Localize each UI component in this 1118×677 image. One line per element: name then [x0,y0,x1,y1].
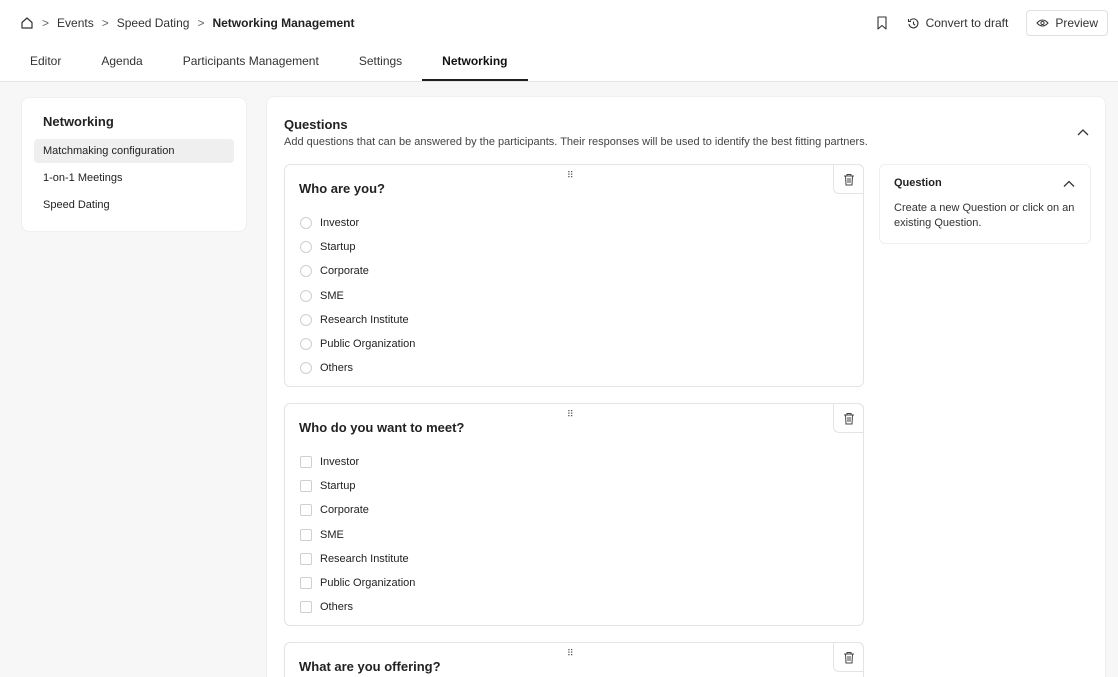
radio-button[interactable] [300,265,312,277]
question-title: Who do you want to meet? [299,420,465,435]
tab-settings[interactable] [339,40,422,81]
chevron-right-icon: > [101,16,109,30]
trash-icon [843,651,855,664]
convert-to-draft-label: Convert to draft [925,16,1009,30]
checkbox[interactable] [300,601,312,613]
question-panel-description: Create a new Question or click on an existing Question. [894,202,1075,229]
question-card[interactable] [284,642,864,677]
option-checkbox[interactable] [300,571,415,595]
checkbox[interactable] [300,577,312,589]
tab-agenda[interactable] [81,40,162,81]
tab-label: Editor [30,53,62,68]
breadcrumb-current: Networking Management [212,16,355,30]
questions-panel [266,96,1106,677]
tab-label: Settings [358,53,403,68]
home-icon[interactable] [20,16,34,30]
sidebar-item-speed-dating[interactable] [34,193,234,217]
radio-button[interactable] [300,241,312,253]
option-label: Corporate [320,265,369,278]
option-label: Startup [320,241,356,254]
tab-participants-management[interactable] [163,40,339,81]
delete-question-button[interactable] [833,642,864,672]
option-checkbox[interactable] [300,523,415,547]
revert-icon [907,17,920,30]
question-title: What are you offering? [299,659,441,674]
page-title: Questions [284,117,348,132]
top-actions [875,10,1108,36]
delete-question-button[interactable] [833,164,864,194]
option-label: Research Institute [320,313,409,326]
sidebar-title: Networking [43,114,114,129]
option-label: Public Organization [320,338,416,351]
question-details-panel [879,164,1091,244]
tab-editor[interactable] [0,40,81,81]
option-radio[interactable] [300,259,415,283]
radio-button[interactable] [300,290,312,302]
chevron-up-icon [1075,125,1091,141]
option-radio[interactable] [300,235,415,259]
option-label: Corporate [320,504,369,517]
option-radio[interactable] [300,308,415,332]
top-bar [0,0,1118,82]
bookmark-icon[interactable] [875,15,889,31]
eye-icon [1036,18,1049,28]
checkbox[interactable] [300,480,312,492]
trash-icon [843,173,855,186]
option-label: Investor [320,217,360,230]
option-checkbox[interactable] [300,450,415,474]
option-checkbox[interactable] [300,595,415,619]
preview-button[interactable] [1026,10,1108,36]
option-label: Research Institute [320,552,409,565]
tab-label: Agenda [101,53,143,68]
option-label: Others [320,601,354,614]
tab-networking[interactable] [422,40,527,81]
chevron-right-icon: > [197,16,205,30]
checkbox[interactable] [300,529,312,541]
option-radio[interactable] [300,211,415,235]
question-panel-title: Question [894,177,942,189]
breadcrumb [20,15,355,31]
trash-icon [843,412,855,425]
checkbox[interactable] [300,504,312,516]
option-label: Others [320,362,354,375]
breadcrumb-events[interactable]: Events [57,16,94,30]
option-radio[interactable] [300,284,415,308]
radio-button[interactable] [300,338,312,350]
option-label: Startup [320,480,356,493]
networking-sidebar [21,97,247,232]
checkbox[interactable] [300,456,312,468]
radio-button[interactable] [300,217,312,229]
sidebar-item-label: Speed Dating [43,199,110,211]
page-description: Add questions that can be answered by the participants. Their responses will be used to identify the best fitting partners. [284,136,868,148]
delete-question-button[interactable] [833,403,864,433]
sidebar-item-label: 1-on-1 Meetings [43,172,123,184]
drag-handle-icon[interactable]: ⠿ [567,648,575,658]
option-list [300,450,415,619]
radio-button[interactable] [300,314,312,326]
tab-label: Participants Management [182,53,319,68]
option-label: SME [320,528,344,541]
option-checkbox[interactable] [300,498,415,522]
sidebar-item-label: Matchmaking configuration [43,145,175,157]
drag-handle-icon[interactable]: ⠿ [567,409,575,419]
question-card[interactable] [284,403,864,626]
option-radio[interactable] [300,332,415,356]
sidebar-item-matchmaking-configuration[interactable] [34,139,234,163]
option-label: Public Organization [320,577,416,590]
sidebar-item-1-on-1-meetings[interactable] [34,166,234,190]
chevron-up-icon[interactable] [1062,177,1076,191]
question-title: Who are you? [299,181,385,196]
option-list [300,211,415,380]
question-card[interactable] [284,164,864,387]
preview-label: Preview [1055,16,1098,30]
option-checkbox[interactable] [300,474,415,498]
tab-label: Networking [442,53,508,68]
convert-to-draft-button[interactable] [907,16,1009,30]
breadcrumb-speed-dating[interactable]: Speed Dating [116,16,190,30]
collapse-section-button[interactable] [1075,125,1091,141]
option-checkbox[interactable] [300,547,415,571]
chevron-right-icon: > [42,16,50,30]
option-label: SME [320,289,344,302]
drag-handle-icon[interactable]: ⠿ [567,170,575,180]
option-label: Investor [320,456,360,469]
tab-bar [0,40,528,82]
checkbox[interactable] [300,553,312,565]
radio-button[interactable] [300,362,312,374]
option-radio[interactable] [300,356,415,380]
